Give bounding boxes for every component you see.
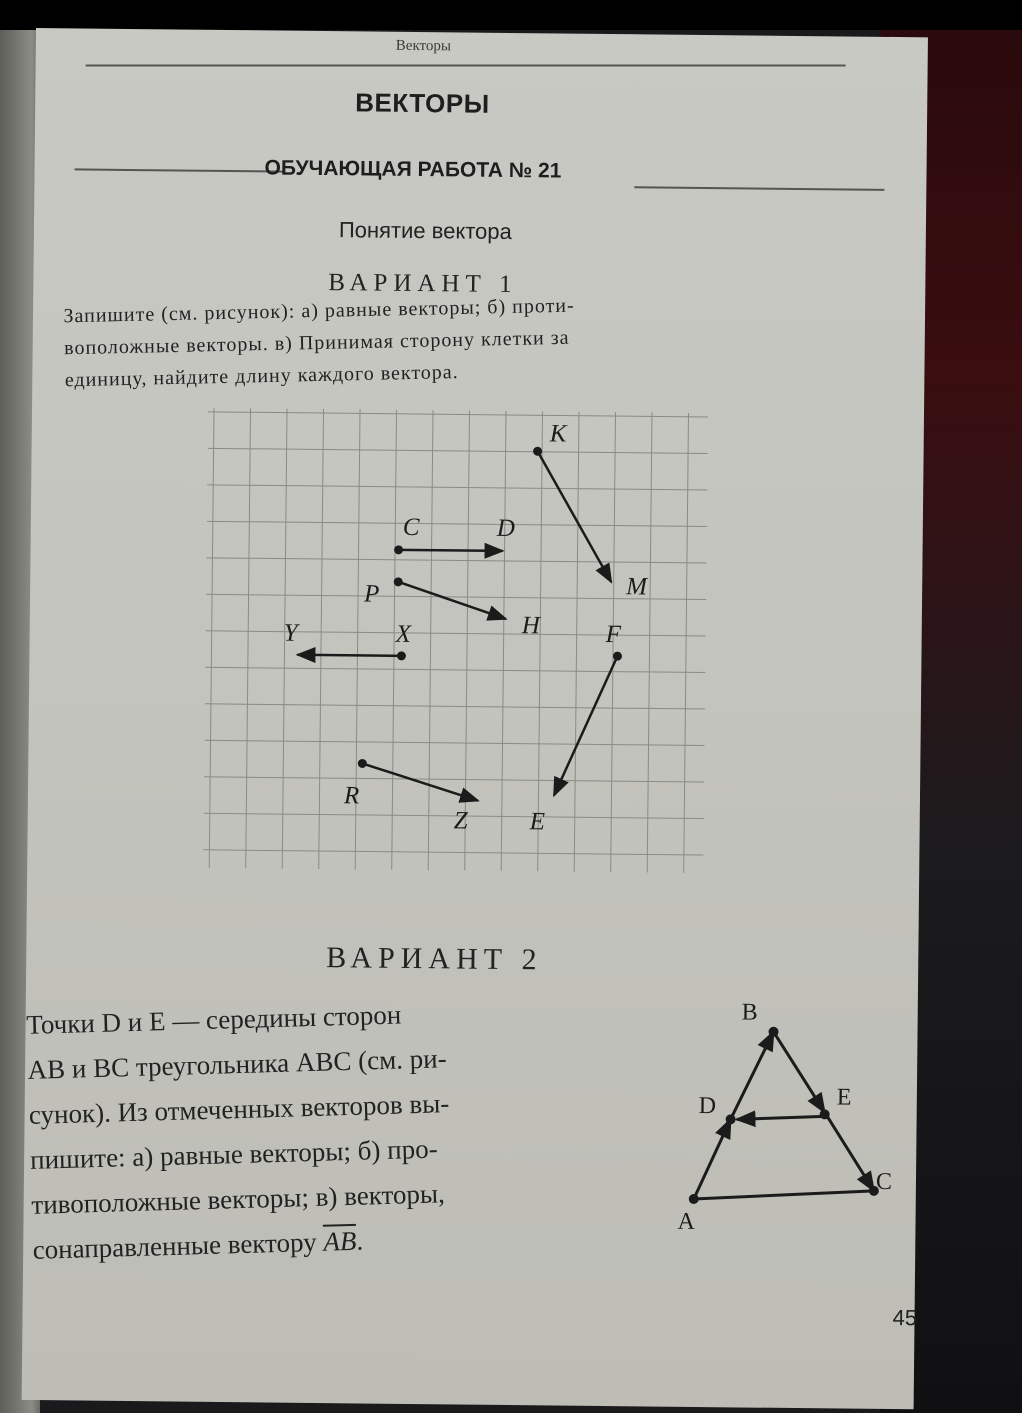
grid-line-horizontal bbox=[203, 850, 703, 855]
vector-PH bbox=[398, 582, 506, 619]
label-C: C bbox=[402, 513, 420, 542]
book-page bbox=[22, 28, 928, 1409]
label-K: K bbox=[549, 420, 567, 448]
grid-line-vertical bbox=[465, 411, 470, 871]
vector-EC bbox=[824, 1112, 875, 1191]
label-E: E bbox=[836, 1084, 852, 1111]
vector-AB-notation: $\overline{AB}$ bbox=[322, 1225, 357, 1257]
grid-line-horizontal bbox=[205, 667, 705, 672]
label-F: F bbox=[605, 620, 622, 649]
vector-FE bbox=[554, 655, 617, 796]
vector-RZ bbox=[362, 763, 478, 800]
grid-line-horizontal bbox=[204, 777, 704, 782]
variant2-line4: пишите: а) равные векторы; б) про- bbox=[29, 1133, 438, 1175]
side-AC bbox=[694, 1189, 874, 1201]
variant1-line3: единицу, найдите длину каждого вектора. bbox=[64, 361, 459, 392]
work-title-rule-right bbox=[634, 186, 884, 191]
variant2-line1: Точки D и E — середины сторон bbox=[25, 999, 402, 1040]
grid-line-vertical bbox=[574, 412, 579, 872]
variant2-line3: сунок). Из отмеченных векторов вы- bbox=[28, 1088, 450, 1130]
top-black-bar bbox=[0, 0, 1022, 30]
vector-DB bbox=[731, 1031, 774, 1119]
vector-grid-figure bbox=[203, 408, 728, 883]
variant2-line2: AB и BC треугольника ABC (см. ри- bbox=[27, 1043, 448, 1085]
grid-line-horizontal bbox=[207, 485, 707, 490]
vector-AD bbox=[694, 1119, 731, 1199]
label-A: A bbox=[677, 1208, 696, 1235]
label-X: X bbox=[395, 620, 412, 648]
label-Z: Z bbox=[453, 807, 468, 835]
point-F bbox=[613, 652, 622, 661]
grid-line-vertical bbox=[647, 412, 652, 872]
running-title: Векторы bbox=[395, 37, 452, 55]
variant2-heading: ВАРИАНТ 2 bbox=[326, 941, 543, 977]
label-D: D bbox=[698, 1093, 717, 1120]
label-Y: Y bbox=[283, 619, 298, 647]
grid-line-vertical bbox=[209, 408, 214, 868]
vector-CD bbox=[399, 550, 503, 551]
grid-line-vertical bbox=[246, 408, 251, 868]
variant1-task bbox=[63, 284, 835, 396]
variant1-heading: ВАРИАНТ 1 bbox=[328, 269, 518, 299]
label-P: P bbox=[363, 580, 380, 608]
work-title: ОБУЧАЮЩАЯ РАБОТА № 21 bbox=[264, 156, 562, 183]
vector-ED bbox=[737, 1115, 825, 1120]
header-rule bbox=[86, 65, 846, 67]
grid-line-vertical bbox=[319, 409, 324, 869]
work-title-rule-left bbox=[75, 168, 285, 172]
grid-line-vertical bbox=[684, 413, 689, 873]
triangle-figure bbox=[663, 983, 926, 1246]
page-title: ВЕКТОРЫ bbox=[355, 87, 490, 119]
grid-line-horizontal bbox=[206, 631, 706, 636]
variant1-line2: воположные векторы. в) Принимая сторону клетки за bbox=[63, 326, 570, 360]
label-R: R bbox=[343, 782, 360, 810]
point-X bbox=[397, 651, 406, 660]
point-A bbox=[689, 1194, 699, 1204]
grid-line-horizontal bbox=[207, 521, 707, 526]
label-H: H bbox=[521, 612, 540, 640]
label-D: D bbox=[496, 514, 515, 543]
vector-BE bbox=[773, 1032, 826, 1113]
point-D bbox=[726, 1114, 736, 1124]
grid-line-vertical bbox=[501, 411, 506, 871]
variant2-task bbox=[26, 987, 613, 1273]
variant1-line1: Запишите (см. рисунок): а) равные векторы; б) проти- bbox=[63, 294, 575, 328]
label-M: M bbox=[626, 573, 648, 601]
variant2-line6-suffix: . bbox=[355, 1225, 364, 1256]
grid-lines bbox=[203, 408, 708, 873]
variant2-line5: тивоположные векторы; в) векторы, bbox=[31, 1178, 446, 1220]
variant2-line6-prefix: сонаправленные вектору bbox=[32, 1226, 324, 1265]
point-R bbox=[358, 759, 367, 768]
label-E: E bbox=[529, 808, 546, 836]
vector-KM bbox=[536, 451, 612, 582]
grid-line-horizontal bbox=[208, 448, 708, 453]
grid-line-horizontal bbox=[205, 704, 705, 709]
page-number: 45 bbox=[892, 1305, 918, 1331]
grid-line-horizontal bbox=[206, 558, 706, 563]
grid-line-horizontal bbox=[205, 740, 705, 745]
vector-XY bbox=[297, 655, 401, 656]
grid-line-vertical bbox=[428, 410, 433, 870]
grid-line-horizontal bbox=[208, 412, 708, 417]
label-C: C bbox=[875, 1168, 893, 1196]
grid-line-vertical bbox=[538, 411, 543, 871]
label-B: B bbox=[741, 999, 758, 1026]
topic-title: Понятие вектора bbox=[338, 217, 512, 244]
